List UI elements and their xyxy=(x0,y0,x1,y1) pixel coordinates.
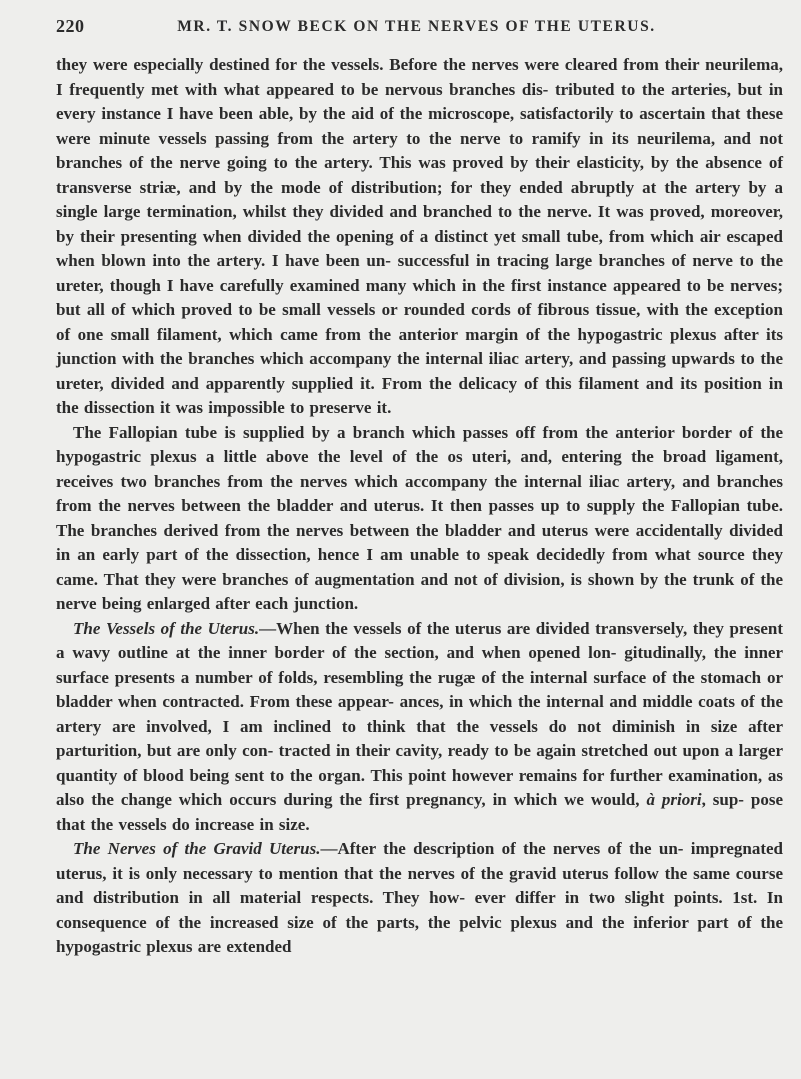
paragraph-2-text: The Fallopian tube is supplied by a branch which passes off from the anterior border of the hypogastric plexus a little above the level of the os uteri, and, entering the broad ligament, receives two branches from the nerves which accompany the internal iliac artery, and branches from the nerves between the bladder and uterus. It then passes up to supply the Fallopian tube. The branches derived from the nerves between the bladder and uterus were accidentally divided in an early part of the dissection, hence I am unable to speak decidedly from what source they came. That they were branches of augmentation and not of division, is shown by the trunk of the nerve being enlarged after each junction. xyxy=(56,422,783,613)
running-head xyxy=(56,16,757,40)
paragraph-3-text: —When the vessels of the uterus are divided transversely, they present a wavy outline at the inner border of the section, and when opened lon- gitudinally, the inner surface presents a number of folds, resembling the rugæ of the internal surface of the stomach or bladder when contracted. From these appear- ances, in which the internal and middle coats of the artery are involved, I am inclined to think that the vessels do not diminish in size after parturition, but are only con- tracted in their cavity, ready to be again stretched out upon a larger quantity of blood being sent to the organ. This point however remains for further examination, as also the change which occurs during the first pregnancy, in which we would, xyxy=(56,618,783,809)
running-head-title: MR. T. SNOW BECK ON THE NERVES OF THE UTERUS. xyxy=(177,18,656,35)
section-heading-vessels: The Vessels of the Uterus. xyxy=(73,618,260,638)
paragraph-1 xyxy=(56,53,783,421)
paragraph-4 xyxy=(56,837,783,960)
body-text xyxy=(56,53,783,960)
paragraph-2 xyxy=(56,421,783,617)
paragraph-3 xyxy=(56,617,783,838)
paragraph-3-tail: , sup- pose that the vessels do increase in size. xyxy=(56,790,784,834)
section-heading-gravid-uterus: The Nerves of the Gravid Uterus. xyxy=(73,839,321,858)
page-number: 220 xyxy=(56,16,85,36)
inline-italic-a-priori: à priori xyxy=(646,790,702,809)
paragraph-1-text: they were especially destined for the vessels. Before the nerves were cleared from their neurilema, I frequently met with what appeared to be nervous branches dis- tributed to the arteries, but in every instance I have been able, by the aid of the microscope, satisfactorily to ascertain that these were minute vessels passing from the artery to the nerve to ramify in its neurilema, and not branches of the nerve going to the artery. This was proved by their elasticity, by the absence of transverse striæ, and by the mode of distribution; for they ended abruptly at the artery by a single large termination, whilst they divided and branched to the nerve. It was proved, moreover, by their presenting when divided the opening of a distinct yet small tube, from which air escaped when blown into the artery. I have been un- successful in tracing large branches of nerve to the ureter, though I have carefully examined many which in the first instance appeared to be nerves; but all of which proved to be small vessels or rounded cords of fibrous tissue, with the exception of one small filament, which came from the anterior margin of the hypogastric plexus after its junction with the branches which accompany the internal iliac artery, and passing upwards to the ureter, divided and apparently supplied it. From the delicacy of this filament and its position in the dissection it was impossible to preserve it. xyxy=(56,55,783,417)
paragraph-4-text: —After the description of the nerves of the un- impregnated uterus, it is only necessary to mention that the nerves of the gravid uterus follow the same course and distribution in all material respects. They how- ever differ in two slight points. 1st. In consequence of the increased size of the parts, the pelvic plexus and the inferior part of the hypogastric plexus are extended xyxy=(56,839,783,956)
